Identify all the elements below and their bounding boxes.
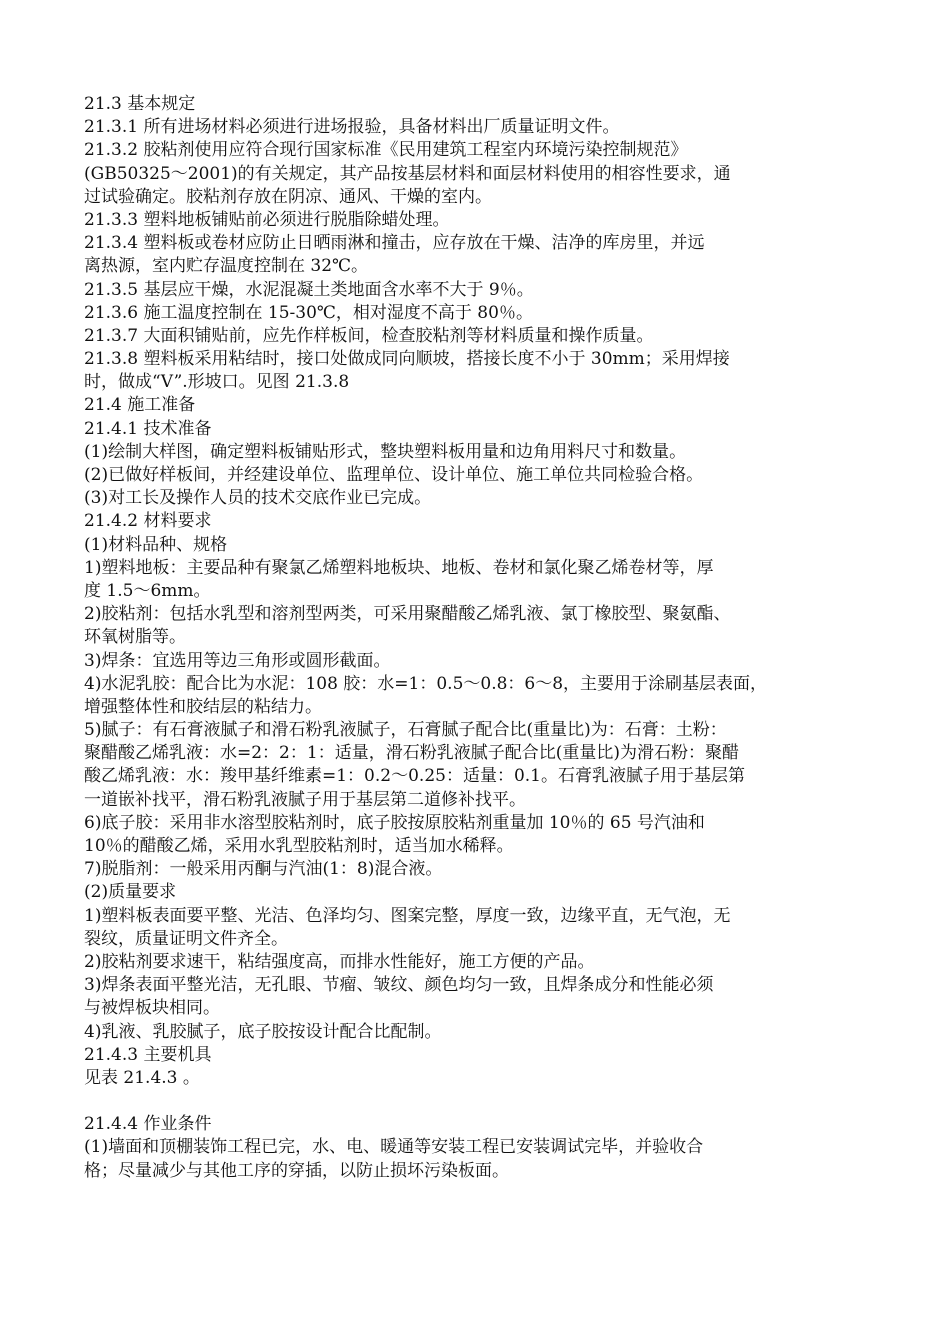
document-body: [84, 93, 884, 1183]
text-line: 聚醋酸乙烯乳液：水=2：2：1：适量，滑石粉乳液腻子配合比(重量比)为滑石粉：聚醋: [84, 743, 739, 764]
text-line: (2)已做好样板间，并经建设单位、监理单位、设计单位、施工单位共同检验合格。: [84, 465, 704, 485]
text-line: (1)材料品种、规格: [84, 534, 228, 555]
text-line: 2)胶粘剂：包括水乳型和溶剂型两类，可采用聚醋酸乙烯乳液、氯丁橡胶型、聚氨酯、: [84, 604, 731, 625]
text-line: (GB50325～2001)的有关规定，其产品按基层材料和面层材料使用的相容性要求，通: [84, 163, 731, 184]
text-line: 酸乙烯乳液：水：羧甲基纤维素=1：0.2～0.25：适量：0.1。石膏乳液腻子用于基层第: [84, 766, 745, 787]
subheading-21-4-1: 21.4.1 技术准备: [84, 418, 212, 439]
text-line: 1)塑料地板：主要品种有聚氯乙烯塑料地板块、地板、卷材和氯化聚乙烯卷材等，厚: [84, 557, 714, 578]
text-line: 离热源，室内贮存温度控制在 32℃。: [84, 256, 369, 277]
text-line: 21.3.3 塑料地板铺贴前必须进行脱脂除蜡处理。: [84, 209, 450, 230]
subheading-21-4-3: 21.4.3 主要机具: [84, 1044, 212, 1065]
text-line: 过试验确定。胶粘剂存放在阴凉、通风、干燥的室内。: [84, 186, 492, 207]
text-line: 见表 21.4.3 。: [84, 1067, 200, 1088]
text-line: 21.3.5 基层应干燥，水泥混凝土类地面含水率不大于 9％。: [84, 279, 534, 300]
text-line: 格；尽量减少与其他工序的穿插，以防止损坏污染板面。: [84, 1160, 509, 1181]
text-line: 5)腻子：有石膏液腻子和滑石粉乳液腻子，石膏腻子配合比(重量比)为：石膏：土粉：: [84, 720, 727, 741]
text-line: 一道嵌补找平，滑石粉乳液腻子用于基层第二道修补找平。: [84, 789, 526, 810]
text-line: 6)底子胶：采用非水溶型胶粘剂时，底子胶按原胶粘剂重量加 10％的 65 号汽油和: [84, 812, 705, 833]
text-line: 环氧树脂等。: [84, 627, 186, 648]
text-line: 2)胶粘剂要求速干，粘结强度高，而排水性能好，施工方便的产品。: [84, 951, 595, 972]
subheading-21-4-4: 21.4.4 作业条件: [84, 1114, 212, 1135]
text-line: 增强整体性和胶结层的粘结力。: [84, 696, 322, 717]
text-line: 10％的醋酸乙烯，采用水乳型胶粘剂时，适当加水稀释。: [84, 836, 514, 856]
text-line: 7)脱脂剂：一般采用丙酮与汽油(1：8)混合液。: [84, 859, 443, 880]
heading-21-3: 21.3 基本规定: [84, 94, 196, 114]
subheading-21-4-2: 21.4.2 材料要求: [84, 511, 212, 532]
text-line: 4)水泥乳胶：配合比为水泥：108 胶：水=1：0.5～0.8：6～8，主要用于涂刷基层表面，: [84, 673, 768, 694]
text-line: 3)焊条表面平整光洁，无孔眼、节瘤、皱纹、颜色均匀一致，且焊条成分和性能必须: [84, 975, 714, 996]
text-line: 21.3.7 大面积铺贴前，应先作样板间，检查胶粘剂等材料质量和操作质量。: [84, 325, 654, 346]
text-line: 21.3.4 塑料板或卷材应防止日晒雨淋和撞击，应存放在干燥、洁净的库房里，并远: [84, 233, 705, 254]
text-line: 裂纹，质量证明文件齐全。: [84, 928, 288, 949]
text-line: (1)绘制大样图，确定塑料板铺贴形式，整块塑料板用量和边角用料尺寸和数量。: [84, 441, 687, 462]
text-line: (1)墙面和顶棚装饰工程已完，水、电、暖通等安装工程已安装调试完毕，并验收合: [84, 1137, 704, 1158]
text-line: 21.3.8 塑料板采用粘结时，接口处做成同向顺坡，搭接长度不小于 30mm；采用焊接: [84, 349, 730, 370]
text-line: 21.3.1 所有进场材料必须进行进场报验，具备材料出厂质量证明文件。: [84, 117, 620, 138]
text-line: 与被焊板块相同。: [84, 998, 220, 1019]
blank-line: [84, 1090, 884, 1113]
text-line: 3)焊条：宜选用等边三角形或圆形截面。: [84, 650, 391, 671]
heading-21-4: 21.4 施工准备: [84, 395, 196, 416]
text-line: 21.3.2 胶粘剂使用应符合现行国家标准《民用建筑工程室内环境污染控制规范》: [84, 140, 688, 161]
text-line: 时，做成“V”.形坡口。见图 21.3.8: [84, 372, 350, 393]
text-line: 1)塑料板表面要平整、光洁、色泽均匀、图案完整，厚度一致，边缘平直，无气泡，无: [84, 905, 731, 926]
text-line: 度 1.5～6mm。: [84, 580, 211, 601]
text-line: (3)对工长及操作人员的技术交底作业已完成。: [84, 488, 432, 509]
text-line: 21.3.6 施工温度控制在 15-30℃，相对湿度不高于 80％。: [84, 302, 533, 323]
text-line: (2)质量要求: [84, 882, 177, 903]
text-line: 4)乳液、乳胶腻子，底子胶按设计配合比配制。: [84, 1021, 442, 1042]
